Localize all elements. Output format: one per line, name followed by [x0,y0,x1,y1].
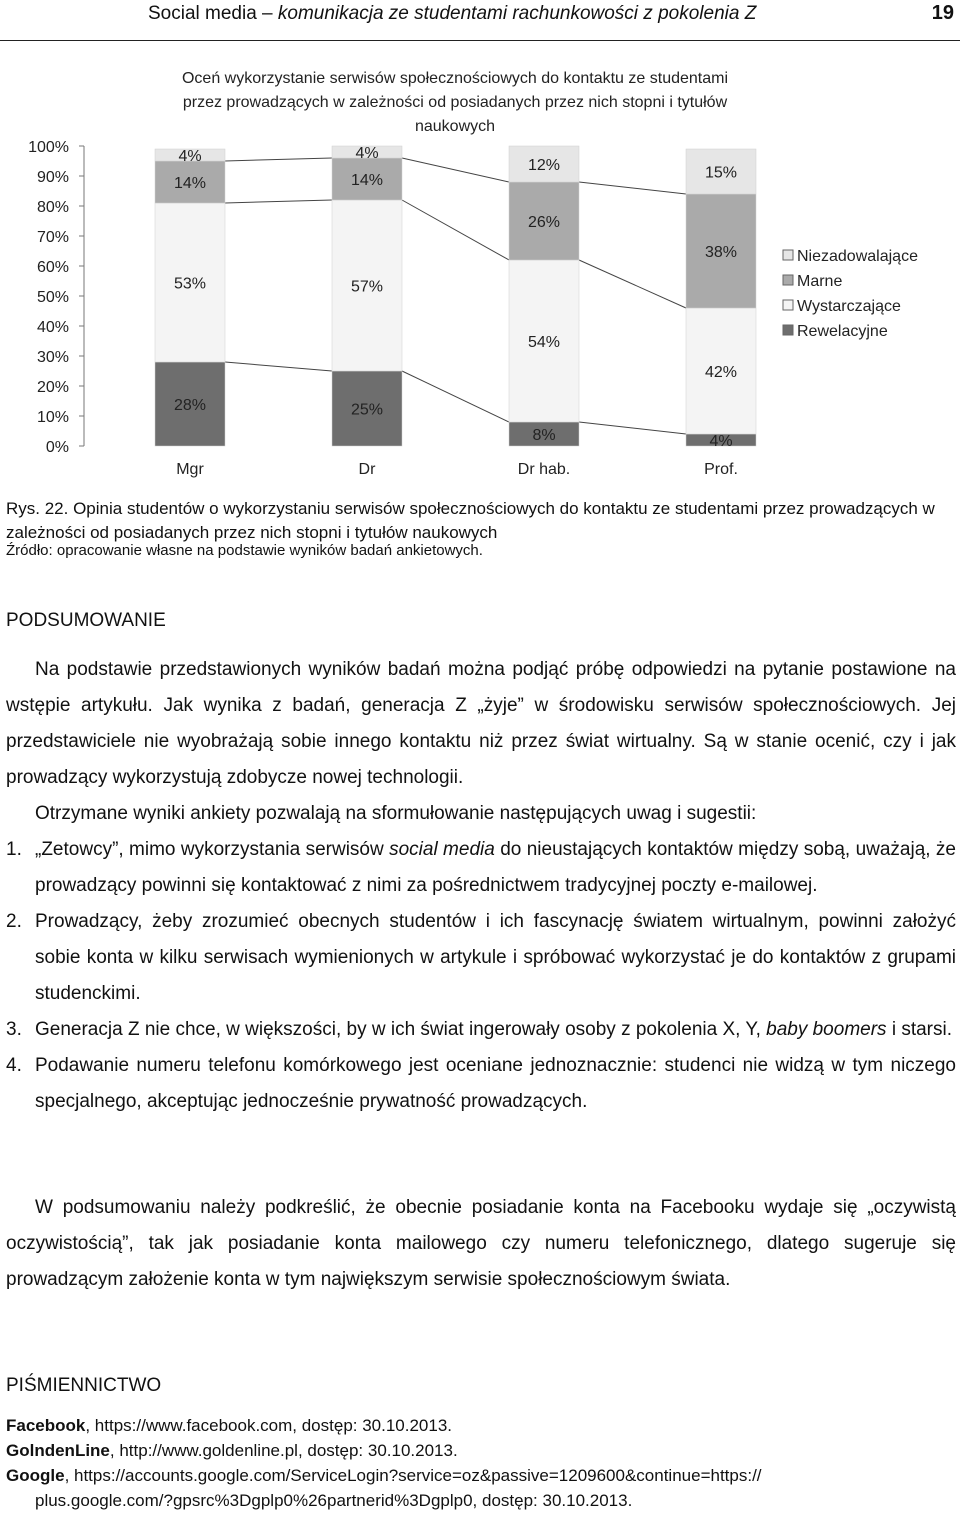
summary-paragraph-2: Otrzymane wyniki ankiety pozwalają na sformułowanie następujących uwag i sugestii: [35,803,757,824]
running-title-plain: Social media – [148,3,278,24]
legend-swatch [783,250,793,260]
list-item [6,1048,956,1120]
summary-paragraph-1: Na podstawie przedstawionych wyników badań można podjąć próbę odpowiedzi na pytanie postawione na wstępie artykułu. Jak wynika z badań, generacja Z „żyje” w środowisku serwisów społecznościowych. Jej przedstawiciele nie wyobrażają sobie innego kontaktu niż przez świat wirtualny. Są w stanie ocenić, czy i jak prowadzący wykorzystują zdobycze nowej technologii. [6,659,956,788]
data-label: 54% [527,334,561,351]
y-tick-label: 0% [45,439,69,456]
series-connector [225,362,332,371]
data-label: 57% [350,278,384,296]
y-tick-label: 80% [36,199,69,216]
y-tick-label: 30% [36,349,69,366]
list-item [6,904,956,1012]
series-connector [579,182,686,194]
chart-title-line-2: przez prowadzących w zależności od posiadanych przez nich stopni i tytułów [182,94,728,111]
x-tick-label: Mgr [176,461,204,478]
data-label: 12% [527,157,561,174]
data-label: 4% [355,145,379,162]
series-connector [579,260,686,308]
data-label: 53% [173,275,207,293]
legend-label: Wystarczające [797,298,901,315]
data-label: 8% [532,427,556,444]
list-item-number: 3. [6,1019,22,1040]
data-label: 14% [350,172,384,189]
y-tick-label: 70% [36,229,69,246]
list-item-number: 1. [6,839,22,860]
chart-title-line-3: naukowych [414,118,496,135]
y-tick-label: 10% [36,409,69,426]
list-item [6,832,956,904]
figure-caption: Rys. 22. Opinia studentów o wykorzystaniu serwisów społecznościowych do kontaktu ze studentami przez prowadzących w zależności od posiadanych przez nich stopni i tytułów naukowych [6,499,935,542]
references-list [6,1413,956,1513]
y-tick-label: 20% [36,379,69,396]
chart-title [182,70,728,135]
list-item-number: 2. [6,911,22,932]
data-label: 26% [527,214,561,231]
data-label: 4% [178,148,202,165]
list-item [6,1012,956,1048]
legend-swatch [783,275,793,285]
reference-item: GolndenLine, http://www.goldenline.pl, dostęp: 30.10.2013. [6,1441,458,1460]
legend-label: Rewelacyjne [797,323,888,340]
page-header [0,0,960,41]
reference-item: Google, https://accounts.google.com/ServiceLogin?service=oz&passive=1209600&continue=https:// plus.google.com/?gpsrc%3Dgplp0%26partnerid%3Dgplp0, dostęp: 30.10.2013. [6,1466,762,1510]
list-item-text: „Zetowcy”, mimo wykorzystania serwisów social media do nieustających kontaktów między sobą, uważają, że prowadzący powinni się kontaktować z nimi za pośrednictwem tradycyjnej poczty e-mailowej. [35,839,957,896]
list-item-text: Generacja Z nie chce, w większości, by w ich świat ingerowały osoby z pokolenia X, Y, baby boomers i starsi. [35,1019,952,1040]
list-item-text: Prowadzący, żeby zrozumieć obecnych studentów i ich fascynację światem wirtualnym, powinni założyć sobie konta w kilku serwisach wymienionych w artykule i spróbować wykorzystać je do kontaktów z grupami studenckimi. [35,911,956,1004]
chart-title-line-1: Oceń wykorzystanie serwisów społecznościowych do kontaktu ze studentami [181,70,729,87]
x-tick-label: Dr [358,461,376,478]
data-label: 14% [173,175,207,192]
data-label: 15% [704,164,738,182]
legend-swatch [783,300,793,310]
y-tick-label: 100% [28,139,69,156]
list-item-text: Podawanie numeru telefonu komórkowego jest oceniane jednoznacznie: studenci nie widzą w tym niczego specjalnego, akceptując jednocześnie prywatność prowadzących. [35,1055,956,1112]
legend-swatch [783,325,793,335]
summary-paragraph-3: W podsumowaniu należy podkreślić, że obecnie posiadanie konta na Facebooku wydaje się „oczywistą oczywistością”, tak jak posiadanie konta mailowego czy numeru telefonicznego, dlatego sugeruje się prowadzącym założenie konta w tym największym serwisie społecznościowym świata. [6,1197,956,1290]
legend-label: Niezadowalające [797,248,918,265]
figure-source: Źródło: opracowanie własne na podstawie wyników badań ankietowych. [6,542,483,559]
stacked-bar-chart [0,52,960,482]
series-connector [402,200,509,260]
series-connector [225,200,332,203]
data-label: 25% [350,401,384,419]
y-axis [28,139,84,456]
bars [155,146,756,446]
y-tick-label: 60% [36,259,69,276]
y-tick-label: 90% [36,169,69,186]
references-heading: PIŚMIENNICTWO [6,1375,162,1396]
data-label: 28% [173,397,207,414]
page-number: 19 [931,2,954,24]
data-label: 38% [704,244,738,261]
suggestions-list [6,832,956,1120]
data-label: 4% [709,433,733,450]
y-tick-label: 40% [36,319,69,336]
x-axis-labels [176,461,738,478]
x-tick-label: Dr hab. [517,461,571,478]
x-tick-label: Prof. [704,461,738,478]
y-tick-label: 50% [36,289,69,306]
running-title [148,3,756,25]
legend [783,248,918,340]
series-connector [579,422,686,434]
data-label: 42% [704,364,738,381]
series-connector [225,158,332,161]
reference-item: Facebook, https://www.facebook.com, dostęp: 30.10.2013. [6,1416,453,1435]
summary-heading: PODSUMOWANIE [6,610,166,631]
series-connector-lines [225,158,686,434]
legend-label: Marne [797,273,843,290]
series-connector [402,158,509,182]
list-item-number: 4. [6,1055,22,1076]
running-title-italic: komunikacja ze studentami rachunkowości z pokolenia Z [277,3,757,24]
series-connector [402,371,509,422]
